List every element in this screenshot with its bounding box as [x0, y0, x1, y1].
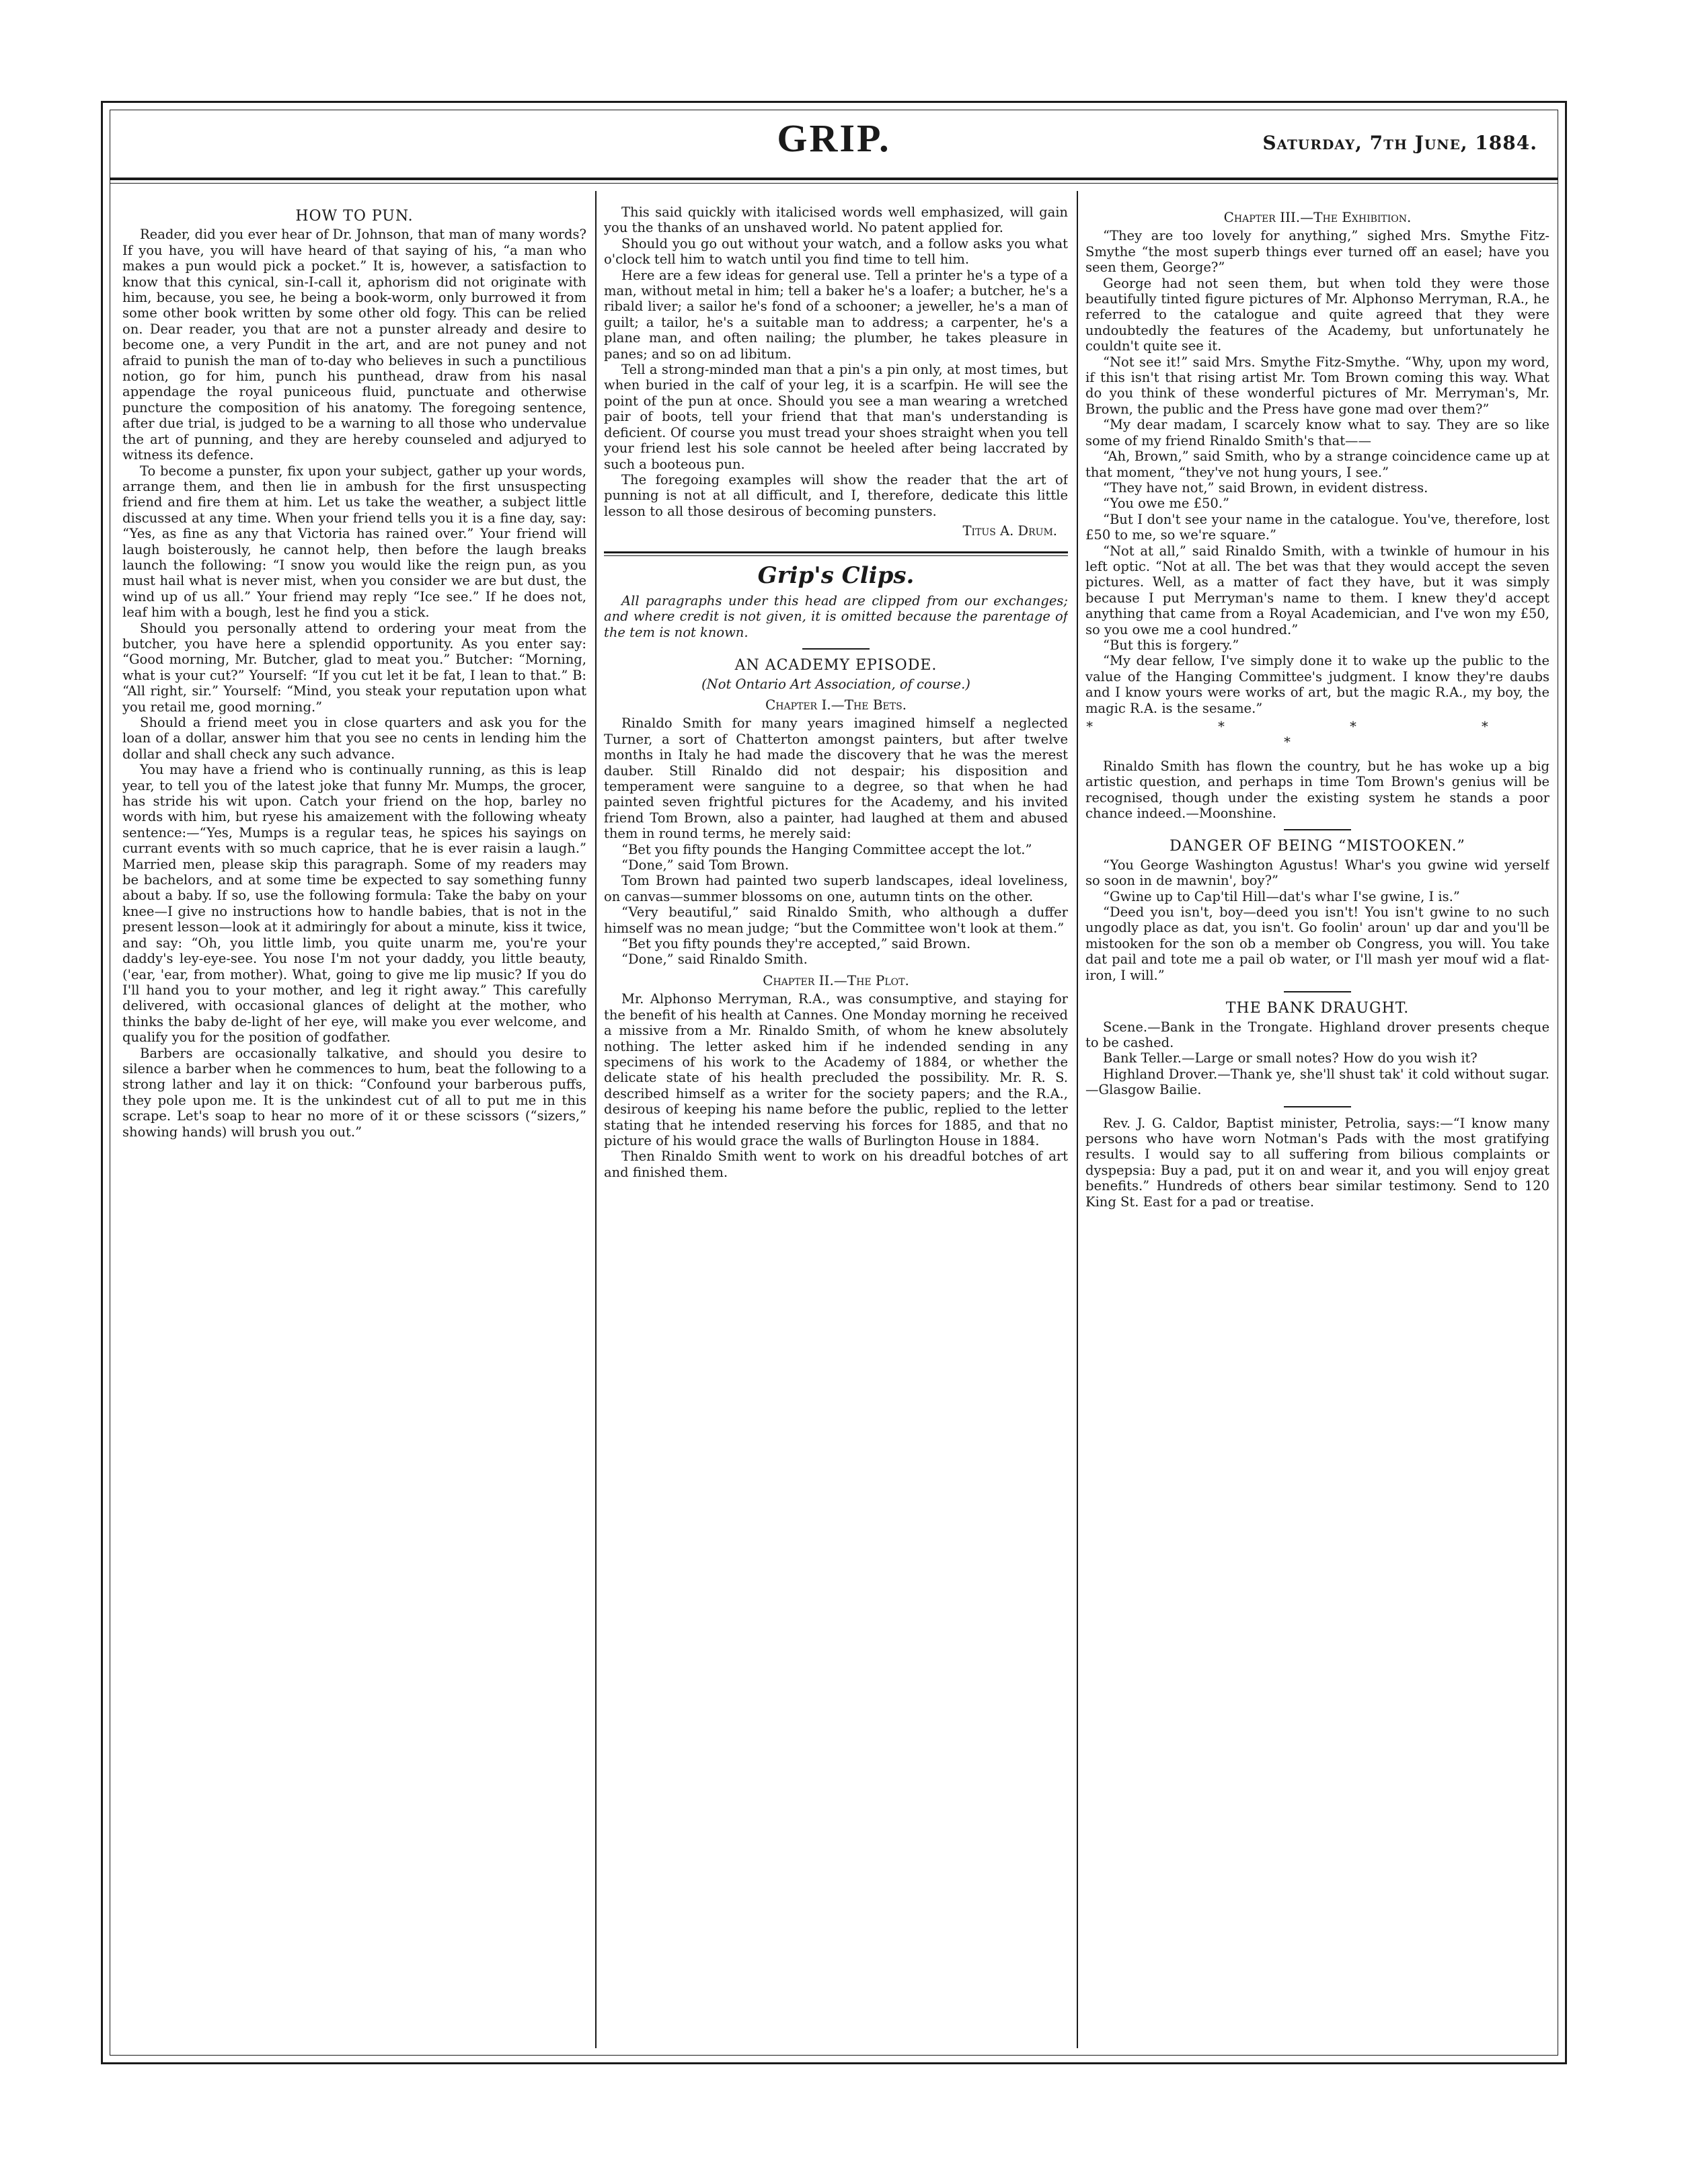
column-right — [1085, 204, 1549, 2048]
article-paragraph: “They have not,” said Brown, in evident distress. — [1103, 479, 1428, 496]
short-rule — [1284, 1106, 1351, 1107]
article-heading: THE BANK DRAUGHT. — [1225, 1000, 1410, 1017]
article-paragraph: Should you go out without your watch, and a follow asks you what o'clock tell him to watch until you find time to tell him. — [604, 235, 1068, 268]
article-paragraph: “Bet you fifty pounds the Hanging Committee accept the lot.” — [621, 841, 1032, 857]
article-paragraph: Scene.—Bank in the Trongate. Highland drover presents cheque to be cashed. — [1085, 1019, 1549, 1050]
column-divider — [1077, 191, 1078, 2048]
section-rule — [604, 551, 1068, 556]
masthead — [110, 110, 1558, 178]
advertisement-paragraph: Rev. J. G. Caldor, Baptist minister, Petrolia, says:—“I know many persons who have worn Notman's Pads with the most gratifying results. I would say to all suffering from bilious complaints or dyspepsia: Buy a pad, put it on and wear it, and you will enjoy great benefits.” Hundreds of others bear similar testimony. Send to 120 King St. East for a pad or treatise. — [1085, 1115, 1549, 1210]
article-paragraph: This said quickly with italicised words well emphasized, will gain you the thanks of an unshaved world. No patent applied for. — [604, 204, 1068, 236]
article-paragraph: “But I don't see your name in the catalogue. You've, therefore, lost £50 to me, so we're square.” — [1085, 511, 1549, 543]
article-paragraph: Rinaldo Smith has flown the country, but he has woke up a big artistic question, and perhaps in time Tom Brown's genius will be recognised, though under the existing system he stands a poor chance indeed.—Moonshine. — [1085, 758, 1549, 822]
article-paragraph: “Bet you fifty pounds they're accepted,” said Brown. — [621, 936, 971, 952]
article-heading: HOW TO PUN. — [295, 208, 414, 225]
article-paragraph: “Deed you isn't, boy—deed you isn't! You isn't gwine to no such ungodly place as dat, you isn't. Go foolin' aroun' up dar and you'll be mistooken for the son ob a member ob Congress, you will. You take dat pail and tote me a pail ob water, or I'll mash yer mouf wid a flat-iron, I will.” — [1085, 904, 1549, 983]
article-heading: DANGER OF BEING “MISTOOKEN.” — [1170, 838, 1465, 855]
short-rule — [802, 648, 870, 650]
section-stars: * * * * * — [1086, 719, 1549, 750]
article-paragraph: You may have a friend who is continually running, as this is leap year, to tell you of the latest joke that funny Mr. Mumps, the grocer, has stride his wit upon. Catch your friend on the hop, barley no words with him, but ryese his amaizement with the following wheaty sentence:—“Yes, Mumps is a regular teas, he spices his sayings on currant events with so much caprice, that he is ever raisin a laugh.” Married men, please skip this paragraph. Some of my readers may be bachelors, and at some time be expected to say something funny about a baby. If so, use the following formula: Take the baby on your knee—I give no instructions how to handle babies, that is not in the present lesson—look at it admiringly for about a minute, kiss it twice, and say: “Oh, you little limb, you quite unarm me, you're your daddy's ley-eye-see. You nose I'm not your daddy, you little beauty, ('ear, 'ear, from mother). What, going to give me lip music? If you do I'll hand you to your mother, and leg it right away.” This carefully delivered, with occasional glances of delight at the mother, who thinks the baby de-light of her eye, will make you ever welcome, and qualify you for the position of godfather. — [122, 762, 586, 1046]
masthead-title: GRIP. — [777, 116, 891, 160]
article-paragraph: Tell a strong-minded man that a pin's a pin only, at most times, but when buried in the calf of your leg, it is a scarfpin. He will see the point of the pun at once. Should you see a man wearing a wretched pair of boots, tell your friend that that man's understanding is deficient. Of course you must tread your shoes straight when you tell your friend lest his sole cannot be heeled after being laccrated by such a booteous pun. — [604, 362, 1068, 472]
issue-date: Saturday, 7th June, 1884. — [1262, 132, 1537, 154]
article-paragraph: Here are a few ideas for general use. Tell a printer he's a type of a man, without metal in him; tell a baker he's a loafer; a butcher, he's a ribald liver; a sailor he's fond of a schooner; a jeweller, he's a man of guilt; a tailor, he's a suitable man to address; a carpenter, he's a plane man, and often nailing; the plumber, he takes pleasure in panes; and so on ad libitum. — [604, 267, 1068, 362]
article-paragraph: “Not at all,” said Rinaldo Smith, with a twinkle of humour in his left optic. “Not at all. The bet was that they would accept the seven pictures. Well, as a matter of fact they have, but it was simply because I put Merryman's name to them. I knew they'd accept anything that came from a Royal Academician, and I've won my £50, so you owe me a cool hundred.” — [1085, 543, 1549, 637]
masthead-rule-thin — [110, 183, 1558, 184]
column-left — [122, 204, 586, 2048]
article-paragraph: Mr. Alphonso Merryman, R.A., was consumptive, and staying for the benefit of his health at Cannes. One Monday morning he received a missive from a Mr. Rinaldo Smith, of whom he knew absolutely nothing. The letter asked him if he indended sending in any specimens of his work to the Academy of 1884, or whether the delicate state of his health precluded the possibility. Mr. R. S. described himself as a writer for the society papers; and the R.A., desirous of keeping his name before the public, replied to the letter stating that he intended reserving his forces for 1885, and that no picture of his would grace the walls of Burlington House in 1884. — [604, 991, 1068, 1148]
chapter-title: Chapter I.—The Bets. — [765, 696, 907, 713]
column-divider — [595, 191, 597, 2048]
chapter-title: Chapter III.—The Exhibition. — [1223, 209, 1412, 225]
article-paragraph: “Done,” said Rinaldo Smith. — [621, 951, 808, 968]
article-paragraph: “My dear fellow, I've simply done it to wake up the public to the value of the Hanging Committee's judgment. I know they're daubs and I know yours were works of art, but the magic R.A., my boy, the magic R.A. is the sesame.” — [1085, 653, 1549, 716]
article-paragraph: “Ah, Brown,” said Smith, who by a strange coincidence came up at that moment, “they've not hung yours, I see.” — [1085, 448, 1549, 480]
article-paragraph: “Not see it!” said Mrs. Smythe Fitz-Smythe. “Why, upon my word, if this isn't that rising artist Mr. Tom Brown coming this way. What do you think of these wonderful pictures of Mr. Merryman's, Mr. Brown, the public and the Press have gone mad over them?” — [1085, 354, 1549, 417]
article-paragraph: “My dear madam, I scarcely know what to say. They are so like some of my friend Rinaldo Smith's that—— — [1085, 417, 1549, 448]
article-paragraph: “Very beautiful,” said Rinaldo Smith, who although a duffer himself was no mean judge; “but the Committee won't look at them.” — [604, 904, 1068, 936]
article-paragraph: To become a punster, fix upon your subject, gather up your words, arrange them, and then lie in ambush for the first unsuspecting friend and fire them at him. Let us take the weather, a subject little discussed at any time. When your friend tells you it is a fine day, say: “Yes, as fine as any that Victoria has rained over.” Your friend will laugh boisterously, he cannot help, then before the laugh breaks launch the following: “I snow you would like the reign pun, as you must hail what is never mist, when you consider we are but dust, the wind up of us all.” Your friend may reply “Ice see.” If he does not, leaf him with a bough, lest he find you a stick. — [122, 463, 586, 621]
article-paragraph: Tom Brown had painted two superb landscapes, ideal loveliness, on canvas—summer blossoms on one, autumn tints on the other. — [604, 873, 1068, 904]
newspaper-page — [101, 101, 1567, 2064]
short-rule — [1284, 829, 1351, 830]
column-middle — [604, 204, 1068, 2048]
article-subheading: (Not Ontario Art Association, of course.) — [701, 676, 970, 692]
short-rule — [1284, 991, 1351, 992]
article-paragraph: “Gwine up to Cap'til Hill—dat's whar I'se gwine, I is.” — [1103, 888, 1460, 904]
article-paragraph: Should you personally attend to ordering your meat from the butcher, you have here a splendid opportunity. As you enter say: “Good morning, Mr. Butcher, glad to meat you.” Butcher: “Morning, what is your cut?” Yourself: “If you cut let it be fat, I lean to that.” B: “All right, sir.” Yourself: “Mind, you steak your reputation upon what you retail me, good morning.” — [122, 620, 586, 715]
page-frame — [110, 110, 1558, 2056]
article-paragraph: Reader, did you ever hear of Dr. Johnson, that man of many words? If you have, you will have heard of that saying of his, “a man who makes a pun would pick a pocket.” It is, however, a satisfaction to know that this cynical, sin-I-call it, aphorism did not originate with him, because, you see, he being a book-worm, only burrowed it from some other book written by some other old fogy. This can be relied on. Dear reader, you that are not a punster already and desire to become one, a very Pundit in the art, and are not puney and not afraid to punish the man of to-day who believes in such a punctilious notion, go for him, punch his punthead, draw from his nasal appendage the royal puniceous fluid, punctuate and otherwise puncture the composition of his anatomy. The foregoing sentence, after due trial, is judged to be a warning to all those who undervalue the art of punning, and they are hereby counseled and adjuryed to witness its defence. — [122, 227, 586, 463]
article-paragraph: The foregoing examples will show the reader that the art of punning is not at all difficult, and I, therefore, dedicate this little lesson to all those desirous of becoming punsters. — [604, 471, 1068, 519]
article-paragraph: Rinaldo Smith for many years imagined himself a neglected Turner, a sort of Chatterton amongst painters, but after twelve months in Italy he had made the discovery that he was the merest dauber. Still Rinaldo did not despair; his disposition and temperament were sanguine to a degree, so that when he had painted seven frightful pictures for the Academy, and his invited friend Tom Brown, also a painter, had laughed at them and abused them in round terms, he merely said: — [604, 715, 1068, 842]
article-paragraph: Bank Teller.—Large or small notes? How do you wish it? — [1103, 1050, 1478, 1066]
article-paragraph: “You George Washington Agustus! Whar's you gwine wid yerself so soon in de mawnin', boy?” — [1085, 857, 1549, 889]
author-signature: Titus A. Drum. — [962, 523, 1057, 539]
section-note: All paragraphs under this head are clipped from our exchanges; and where credit is not given, it is omitted because the parentage of the tem is not known. — [604, 592, 1068, 640]
article-heading: AN ACADEMY EPISODE. — [734, 657, 937, 674]
article-paragraph: Highland Drover.—Thank ye, she'll shust tak' it cold without sugar.—Glasgow Bailie. — [1085, 1066, 1549, 1098]
section-title: Grip's Clips. — [757, 561, 915, 589]
article-paragraph: Barbers are occasionally talkative, and should you desire to silence a barber when he commences to hum, beat the following to a strong lather and lay it on thick: “Confound your barberous puffs, they pole upon me. It is the unkindest cut of all to put me in this scrape. Let's soap to hear no more of it or these scissors (“sizers,” showing hands) will brush you out.” — [122, 1045, 586, 1140]
article-paragraph: Then Rinaldo Smith went to work on his dreadful botches of art and finished them. — [604, 1148, 1068, 1180]
article-paragraph: “But this is forgery.” — [1103, 637, 1239, 653]
chapter-title: Chapter II.—The Plot. — [763, 972, 909, 988]
article-paragraph: “You owe me £50.” — [1103, 496, 1229, 512]
article-paragraph: “They are too lovely for anything,” sighed Mrs. Smythe Fitz-Smythe “the most superb things ever turned off an easel; have you seen them, George?” — [1085, 228, 1549, 276]
article-paragraph: George had not seen them, but when told they were those beautifully tinted figure pictures of Mr. Alphonso Merryman, R.A., he referred to the catalogue and quite agreed that they were undoubtedly the features of the Academy, but unfortunately he couldn't quite see it. — [1085, 275, 1549, 354]
masthead-rule — [110, 178, 1558, 180]
article-paragraph: Should a friend meet you in close quarters and ask you for the loan of a dollar, answer him that you see no cents in lending him the dollar and shall check any such advance. — [122, 715, 586, 762]
article-paragraph: “Done,” said Tom Brown. — [621, 857, 790, 873]
